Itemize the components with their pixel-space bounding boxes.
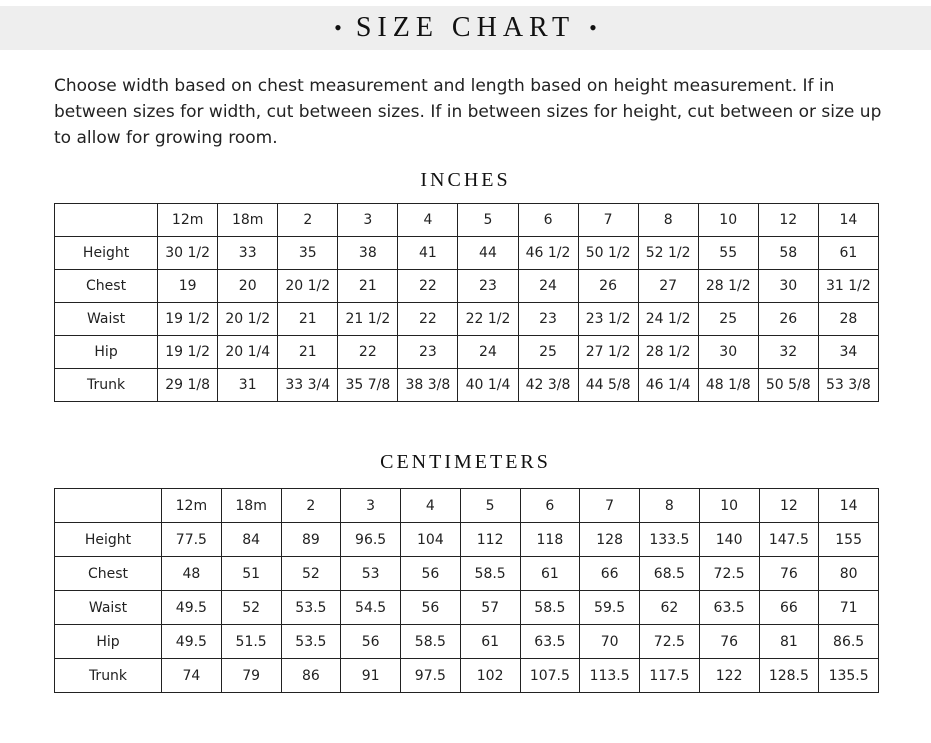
value-cell: 89	[281, 523, 341, 557]
inches-table-body	[55, 204, 879, 402]
value-cell: 30	[698, 336, 758, 369]
value-cell: 33 3/4	[278, 369, 338, 402]
size-header-cell: 10	[698, 204, 758, 237]
value-cell: 58	[758, 237, 818, 270]
value-cell: 28	[818, 303, 878, 336]
value-cell: 49.5	[162, 625, 222, 659]
value-cell: 76	[759, 557, 819, 591]
value-cell: 27 1/2	[578, 336, 638, 369]
value-cell: 35 7/8	[338, 369, 398, 402]
page-title	[334, 12, 597, 44]
row-label-cell: Height	[55, 523, 162, 557]
value-cell: 23 1/2	[578, 303, 638, 336]
size-header-cell: 7	[578, 204, 638, 237]
inches-section-title: INCHES	[420, 169, 511, 191]
value-cell: 25	[698, 303, 758, 336]
value-cell: 22 1/2	[458, 303, 518, 336]
row-label-cell: Trunk	[55, 369, 158, 402]
value-cell: 71	[819, 591, 879, 625]
value-cell: 104	[401, 523, 461, 557]
value-cell: 52	[281, 557, 341, 591]
value-cell: 62	[640, 591, 700, 625]
table-row	[55, 270, 879, 303]
size-header-cell: 10	[699, 489, 759, 523]
value-cell: 31	[218, 369, 278, 402]
value-cell: 70	[580, 625, 640, 659]
value-cell: 22	[398, 303, 458, 336]
value-cell: 61	[460, 625, 520, 659]
size-header-cell: 18m	[218, 204, 278, 237]
value-cell: 58.5	[520, 591, 580, 625]
value-cell: 20 1/4	[218, 336, 278, 369]
row-label-cell: Waist	[55, 303, 158, 336]
value-cell: 79	[221, 659, 281, 693]
inches-table	[54, 203, 879, 402]
value-cell: 30	[758, 270, 818, 303]
table-row	[55, 557, 879, 591]
value-cell: 21 1/2	[338, 303, 398, 336]
corner-cell	[55, 204, 158, 237]
value-cell: 44	[458, 237, 518, 270]
size-header-cell: 18m	[221, 489, 281, 523]
table-row	[55, 523, 879, 557]
value-cell: 55	[698, 237, 758, 270]
value-cell: 52	[221, 591, 281, 625]
value-cell: 81	[759, 625, 819, 659]
size-header-cell: 3	[341, 489, 401, 523]
value-cell: 58.5	[401, 625, 461, 659]
value-cell: 29 1/8	[158, 369, 218, 402]
table-row	[55, 369, 879, 402]
value-cell: 63.5	[699, 591, 759, 625]
value-cell: 61	[520, 557, 580, 591]
value-cell: 52 1/2	[638, 237, 698, 270]
table-row	[55, 336, 879, 369]
corner-cell	[55, 489, 162, 523]
table-row	[55, 237, 879, 270]
value-cell: 118	[520, 523, 580, 557]
value-cell: 20 1/2	[218, 303, 278, 336]
value-cell: 33	[218, 237, 278, 270]
value-cell: 102	[460, 659, 520, 693]
size-header-row	[55, 204, 879, 237]
value-cell: 86.5	[819, 625, 879, 659]
size-header-cell: 5	[458, 204, 518, 237]
value-cell: 133.5	[640, 523, 700, 557]
value-cell: 21	[338, 270, 398, 303]
row-label-cell: Hip	[55, 336, 158, 369]
value-cell: 24	[518, 270, 578, 303]
centimeters-table-body	[55, 489, 879, 693]
value-cell: 19 1/2	[158, 336, 218, 369]
value-cell: 56	[401, 557, 461, 591]
value-cell: 53.5	[281, 591, 341, 625]
value-cell: 28 1/2	[638, 336, 698, 369]
size-header-row	[55, 489, 879, 523]
value-cell: 68.5	[640, 557, 700, 591]
title-bullet-right: •	[589, 15, 597, 40]
size-header-cell: 4	[398, 204, 458, 237]
value-cell: 42 3/8	[518, 369, 578, 402]
size-header-cell: 12m	[162, 489, 222, 523]
value-cell: 53.5	[281, 625, 341, 659]
value-cell: 135.5	[819, 659, 879, 693]
value-cell: 74	[162, 659, 222, 693]
value-cell: 40 1/4	[458, 369, 518, 402]
value-cell: 38 3/8	[398, 369, 458, 402]
size-header-cell: 14	[819, 489, 879, 523]
table-row	[55, 625, 879, 659]
value-cell: 21	[278, 303, 338, 336]
value-cell: 23	[398, 336, 458, 369]
value-cell: 147.5	[759, 523, 819, 557]
value-cell: 34	[818, 336, 878, 369]
value-cell: 49.5	[162, 591, 222, 625]
size-header-cell: 12m	[158, 204, 218, 237]
value-cell: 26	[578, 270, 638, 303]
value-cell: 80	[819, 557, 879, 591]
value-cell: 30 1/2	[158, 237, 218, 270]
value-cell: 61	[818, 237, 878, 270]
value-cell: 66	[759, 591, 819, 625]
value-cell: 50 5/8	[758, 369, 818, 402]
size-header-cell: 6	[518, 204, 578, 237]
centimeters-table	[54, 488, 879, 693]
value-cell: 86	[281, 659, 341, 693]
value-cell: 77.5	[162, 523, 222, 557]
value-cell: 84	[221, 523, 281, 557]
value-cell: 32	[758, 336, 818, 369]
value-cell: 140	[699, 523, 759, 557]
title-bullet-left: •	[334, 15, 342, 40]
value-cell: 41	[398, 237, 458, 270]
value-cell: 46 1/4	[638, 369, 698, 402]
value-cell: 122	[699, 659, 759, 693]
intro-paragraph: Choose width based on chest measurement and length based on height measurement. If in between sizes for width, cut between sizes. If in between sizes for height, cut between or size up to allow for growing room.	[54, 76, 882, 148]
value-cell: 58.5	[460, 557, 520, 591]
table-row	[55, 591, 879, 625]
row-label-cell: Trunk	[55, 659, 162, 693]
value-cell: 56	[401, 591, 461, 625]
value-cell: 19 1/2	[158, 303, 218, 336]
table-row	[55, 303, 879, 336]
size-header-cell: 8	[638, 204, 698, 237]
row-label-cell: Height	[55, 237, 158, 270]
size-header-cell: 7	[580, 489, 640, 523]
value-cell: 35	[278, 237, 338, 270]
value-cell: 26	[758, 303, 818, 336]
value-cell: 107.5	[520, 659, 580, 693]
value-cell: 117.5	[640, 659, 700, 693]
value-cell: 27	[638, 270, 698, 303]
value-cell: 38	[338, 237, 398, 270]
value-cell: 23	[518, 303, 578, 336]
value-cell: 113.5	[580, 659, 640, 693]
value-cell: 44 5/8	[578, 369, 638, 402]
page-title-text: SIZE CHART	[355, 12, 576, 43]
centimeters-section-title: CENTIMETERS	[380, 451, 551, 473]
value-cell: 21	[278, 336, 338, 369]
value-cell: 54.5	[341, 591, 401, 625]
value-cell: 96.5	[341, 523, 401, 557]
table-row	[55, 659, 879, 693]
row-label-cell: Chest	[55, 270, 158, 303]
value-cell: 24	[458, 336, 518, 369]
size-header-cell: 2	[281, 489, 341, 523]
row-label-cell: Hip	[55, 625, 162, 659]
value-cell: 51.5	[221, 625, 281, 659]
value-cell: 25	[518, 336, 578, 369]
value-cell: 72.5	[699, 557, 759, 591]
value-cell: 53 3/8	[818, 369, 878, 402]
size-header-cell: 6	[520, 489, 580, 523]
value-cell: 23	[458, 270, 518, 303]
value-cell: 63.5	[520, 625, 580, 659]
size-header-cell: 3	[338, 204, 398, 237]
size-header-cell: 12	[759, 489, 819, 523]
row-label-cell: Chest	[55, 557, 162, 591]
value-cell: 48	[162, 557, 222, 591]
row-label-cell: Waist	[55, 591, 162, 625]
value-cell: 31 1/2	[818, 270, 878, 303]
value-cell: 128.5	[759, 659, 819, 693]
size-header-cell: 4	[401, 489, 461, 523]
value-cell: 28 1/2	[698, 270, 758, 303]
value-cell: 51	[221, 557, 281, 591]
value-cell: 46 1/2	[518, 237, 578, 270]
size-header-cell: 14	[818, 204, 878, 237]
value-cell: 76	[699, 625, 759, 659]
value-cell: 57	[460, 591, 520, 625]
value-cell: 19	[158, 270, 218, 303]
value-cell: 128	[580, 523, 640, 557]
value-cell: 22	[398, 270, 458, 303]
value-cell: 59.5	[580, 591, 640, 625]
value-cell: 91	[341, 659, 401, 693]
value-cell: 24 1/2	[638, 303, 698, 336]
size-header-cell: 5	[460, 489, 520, 523]
value-cell: 48 1/8	[698, 369, 758, 402]
value-cell: 20	[218, 270, 278, 303]
size-header-cell: 8	[640, 489, 700, 523]
value-cell: 50 1/2	[578, 237, 638, 270]
value-cell: 56	[341, 625, 401, 659]
value-cell: 112	[460, 523, 520, 557]
title-banner	[0, 6, 931, 50]
value-cell: 22	[338, 336, 398, 369]
value-cell: 97.5	[401, 659, 461, 693]
value-cell: 53	[341, 557, 401, 591]
value-cell: 72.5	[640, 625, 700, 659]
size-header-cell: 2	[278, 204, 338, 237]
size-header-cell: 12	[758, 204, 818, 237]
value-cell: 20 1/2	[278, 270, 338, 303]
value-cell: 155	[819, 523, 879, 557]
value-cell: 66	[580, 557, 640, 591]
